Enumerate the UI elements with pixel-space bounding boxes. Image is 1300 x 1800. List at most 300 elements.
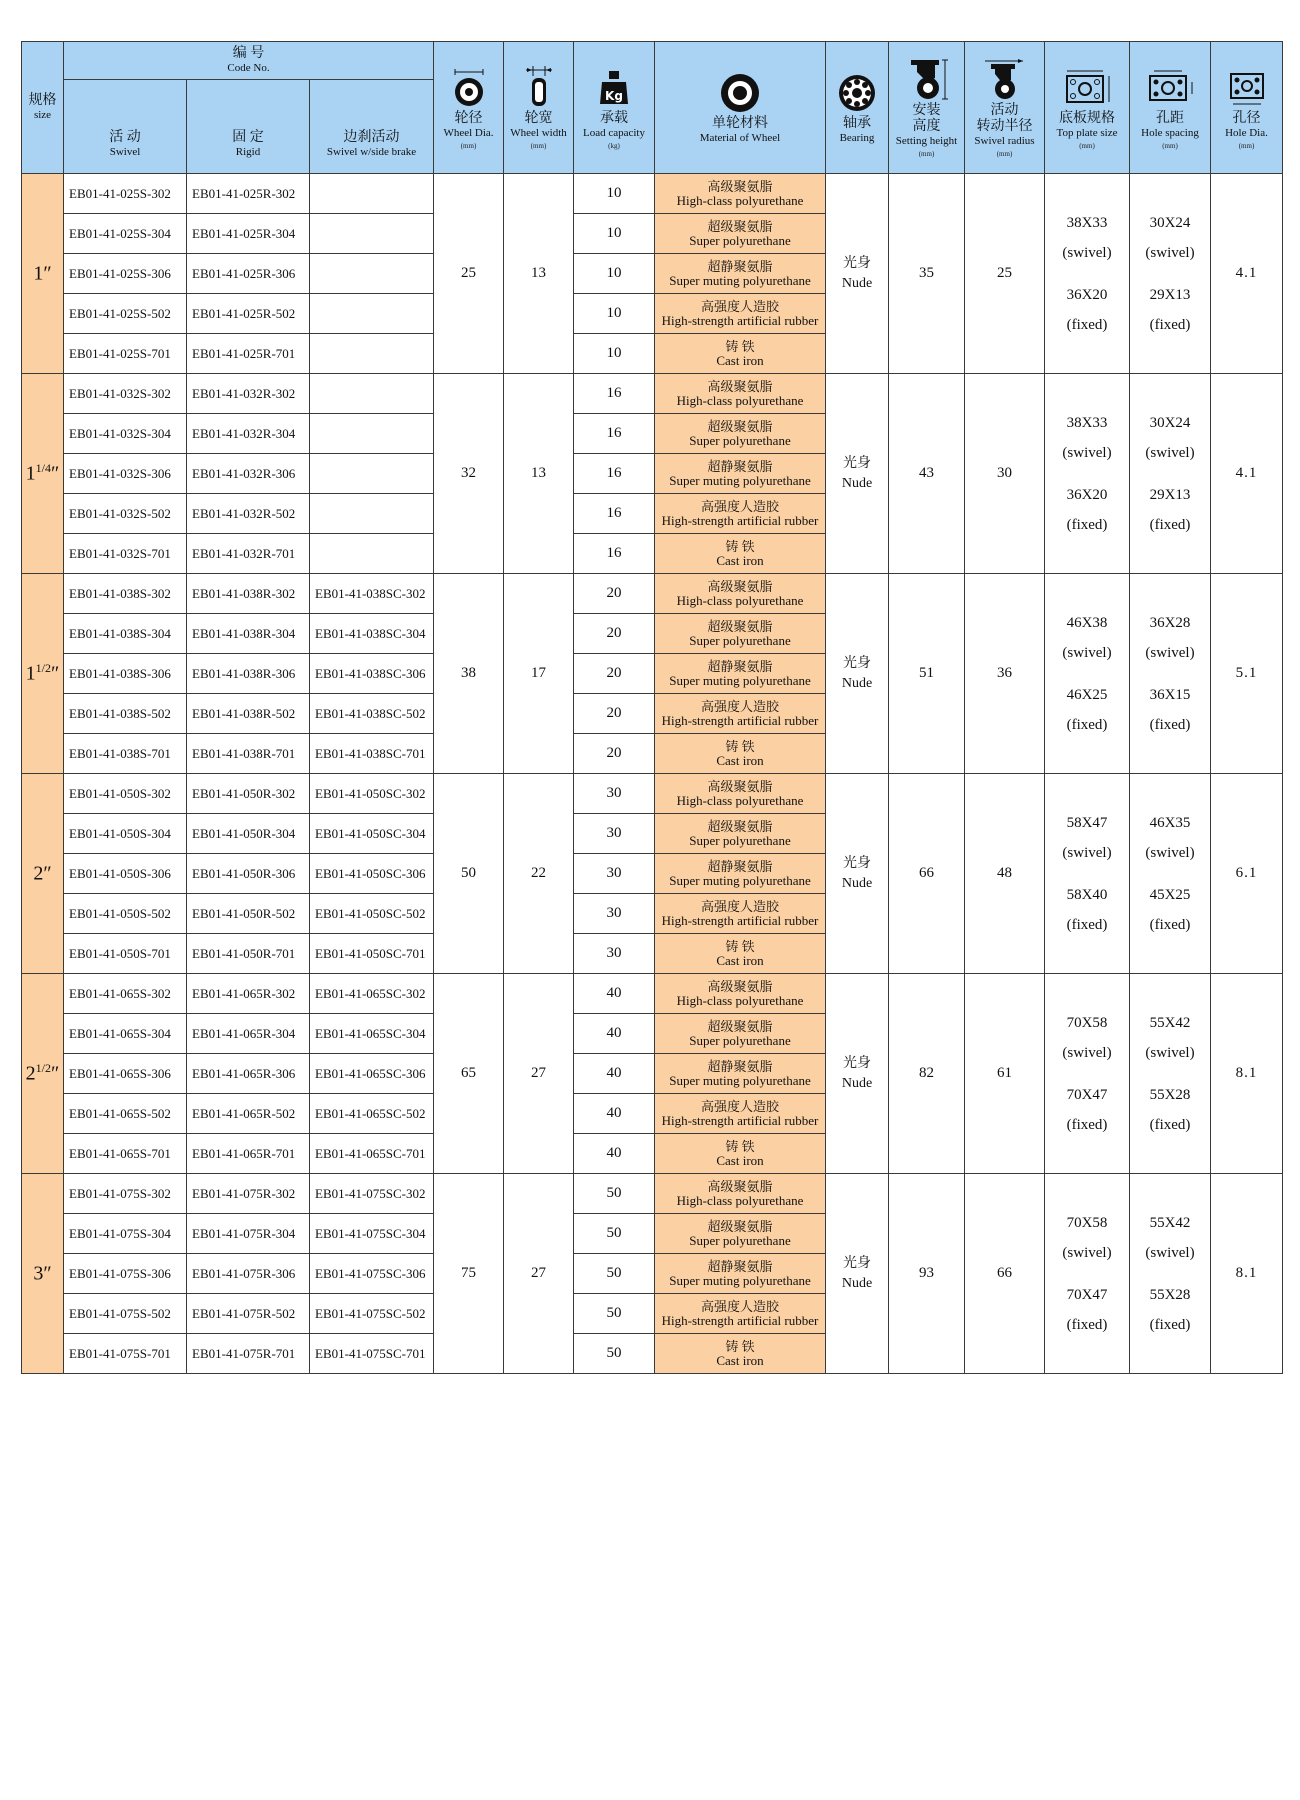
code-swivel-brake — [310, 294, 434, 334]
header-swivel: 活 动 Swivel — [64, 80, 187, 174]
material-en: High-strength artificial rubber — [661, 1312, 819, 1328]
size-whole: 1 — [25, 662, 36, 685]
hole-spacing-cell — [1130, 774, 1211, 974]
material-cell — [655, 694, 826, 734]
hole-spacing-swivel: 55X42 — [1149, 1014, 1191, 1031]
swivel-radius-value: 25 — [965, 174, 1045, 374]
material-cell — [655, 454, 826, 494]
code-swivel-brake — [310, 534, 434, 574]
code-swivel-brake: EB01-41-038SC-701 — [310, 734, 434, 774]
bearing-zh: 光身 — [843, 1255, 871, 1271]
setting-height-icon — [889, 57, 964, 103]
material-zh: 高强度人造胶 — [700, 698, 779, 714]
code-swivel-brake: EB01-41-075SC-304 — [310, 1214, 434, 1254]
header-code-no: 编 号 Code No. — [64, 42, 434, 80]
load-capacity-value: 30 — [574, 814, 655, 854]
code-swivel: EB01-41-050S-502 — [64, 894, 187, 934]
load-capacity-value: 10 — [574, 174, 655, 214]
bearing-zh: 光身 — [843, 455, 871, 471]
top-plate-icon — [1045, 65, 1129, 111]
material-zh: 超静聚氨脂 — [707, 1258, 773, 1274]
code-rigid: EB01-41-065R-502 — [187, 1094, 310, 1134]
header-swivel-brake: 边刹活动 Swivel w/side brake — [310, 80, 434, 174]
code-rigid: EB01-41-065R-306 — [187, 1054, 310, 1094]
top-plate-fixed: 58X40 — [1066, 886, 1108, 903]
swivel-radius-value: 61 — [965, 974, 1045, 1174]
code-rigid: EB01-41-065R-302 — [187, 974, 310, 1014]
header-hole-dia: 孔径 Hole Dia. (mm) — [1211, 42, 1283, 174]
hole-dia-value: 6.1 — [1211, 774, 1283, 974]
material-cell — [655, 734, 826, 774]
size-cell — [22, 574, 64, 774]
code-swivel: EB01-41-065S-304 — [64, 1014, 187, 1054]
setting-height-value: 93 — [889, 1174, 965, 1374]
material-en: Super muting polyurethane — [669, 472, 811, 488]
material-en: Super muting polyurethane — [669, 672, 811, 688]
material-zh: 高强度人造胶 — [700, 298, 779, 314]
setting-height-value: 35 — [889, 174, 965, 374]
code-swivel: EB01-41-075S-304 — [64, 1214, 187, 1254]
code-swivel-brake: EB01-41-038SC-502 — [310, 694, 434, 734]
code-swivel: EB01-41-075S-701 — [64, 1334, 187, 1374]
wheel-dia-value: 50 — [434, 774, 504, 974]
wheel-width-value: 17 — [504, 574, 574, 774]
material-en: High-class polyurethane — [676, 392, 804, 408]
material-en: High-class polyurethane — [676, 592, 804, 608]
load-capacity-value: 30 — [574, 894, 655, 934]
material-zh: 超级聚氨脂 — [707, 618, 773, 634]
size-fraction: 1/2 — [35, 661, 51, 676]
code-swivel: EB01-41-032S-304 — [64, 414, 187, 454]
load-capacity-value: 40 — [574, 1014, 655, 1054]
load-capacity-value: 50 — [574, 1294, 655, 1334]
wheel-width-value: 27 — [504, 1174, 574, 1374]
table-row — [22, 174, 1283, 214]
material-cell — [655, 974, 826, 1014]
material-cell — [655, 854, 826, 894]
top-plate-swivel: 38X33 — [1066, 214, 1108, 231]
top-plate-swivel: 70X58 — [1066, 1214, 1108, 1231]
material-cell — [655, 1134, 826, 1174]
swivel-tag: (swivel) — [1145, 244, 1195, 261]
swivel-radius-value: 48 — [965, 774, 1045, 974]
code-rigid: EB01-41-025R-701 — [187, 334, 310, 374]
code-swivel: EB01-41-065S-701 — [64, 1134, 187, 1174]
swivel-tag: (swivel) — [1062, 244, 1112, 261]
hole-spacing-fixed: 29X13 — [1149, 486, 1191, 503]
material-en: Super muting polyurethane — [669, 1272, 811, 1288]
bearing-cell — [826, 574, 889, 774]
load-capacity-value: 20 — [574, 574, 655, 614]
material-cell — [655, 1214, 826, 1254]
material-zh: 高强度人造胶 — [700, 1298, 779, 1314]
material-en: Super polyurethane — [689, 632, 791, 648]
top-plate-fixed: 70X47 — [1066, 1086, 1108, 1103]
material-en: Super muting polyurethane — [669, 872, 811, 888]
code-swivel: EB01-41-065S-306 — [64, 1054, 187, 1094]
code-rigid: EB01-41-050R-304 — [187, 814, 310, 854]
code-swivel-brake — [310, 174, 434, 214]
size-whole: 3 — [33, 1262, 44, 1285]
material-en: Cast iron — [716, 1352, 764, 1368]
load-capacity-value: 50 — [574, 1174, 655, 1214]
load-capacity-value: 20 — [574, 694, 655, 734]
bearing-cell — [826, 174, 889, 374]
material-en: High-strength artificial rubber — [661, 712, 819, 728]
material-cell — [655, 414, 826, 454]
code-rigid: EB01-41-075R-304 — [187, 1214, 310, 1254]
table-row — [22, 974, 1283, 1014]
wheel-dia-value: 75 — [434, 1174, 504, 1374]
bearing-en: Nude — [841, 1275, 873, 1291]
code-swivel-brake — [310, 414, 434, 454]
code-swivel-brake — [310, 254, 434, 294]
material-cell — [655, 334, 826, 374]
material-zh: 高级聚氨脂 — [707, 778, 773, 794]
material-zh: 超级聚氨脂 — [707, 1218, 773, 1234]
code-rigid: EB01-41-038R-306 — [187, 654, 310, 694]
code-swivel-brake: EB01-41-075SC-701 — [310, 1334, 434, 1374]
load-capacity-value: 20 — [574, 614, 655, 654]
top-plate-fixed: 46X25 — [1066, 686, 1108, 703]
load-capacity-value: 30 — [574, 774, 655, 814]
material-en: High-class polyurethane — [676, 992, 804, 1008]
material-cell — [655, 1334, 826, 1374]
material-cell — [655, 1054, 826, 1094]
swivel-tag: (swivel) — [1145, 644, 1195, 661]
swivel-radius-value: 66 — [965, 1174, 1045, 1374]
bearing-cell — [826, 1174, 889, 1374]
code-swivel-brake — [310, 374, 434, 414]
material-cell — [655, 1174, 826, 1214]
load-capacity-value: 16 — [574, 414, 655, 454]
header-size: 规格 size — [22, 42, 64, 174]
hole-spacing-swivel: 30X24 — [1149, 414, 1191, 431]
hole-spacing-swivel: 55X42 — [1149, 1214, 1191, 1231]
wheel-material-icon — [655, 70, 825, 116]
size-inch-mark: ″ — [51, 1062, 60, 1085]
wheel-width-value: 13 — [504, 374, 574, 574]
fixed-tag: (fixed) — [1066, 1116, 1108, 1133]
fixed-tag: (fixed) — [1149, 716, 1191, 733]
material-en: Super polyurethane — [689, 1032, 791, 1048]
bearing-zh: 光身 — [843, 255, 871, 271]
code-rigid: EB01-41-025R-502 — [187, 294, 310, 334]
code-rigid: EB01-41-032R-302 — [187, 374, 310, 414]
code-swivel: EB01-41-050S-306 — [64, 854, 187, 894]
hole-dia-value: 4.1 — [1211, 374, 1283, 574]
code-rigid: EB01-41-075R-302 — [187, 1174, 310, 1214]
load-capacity-value: 10 — [574, 294, 655, 334]
bearing-en: Nude — [841, 875, 873, 891]
hole-spacing-fixed: 29X13 — [1149, 286, 1191, 303]
material-zh: 铸 铁 — [725, 1338, 755, 1354]
setting-height-value: 51 — [889, 574, 965, 774]
code-rigid: EB01-41-065R-304 — [187, 1014, 310, 1054]
size-whole: 1 — [33, 262, 44, 285]
code-swivel-brake: EB01-41-050SC-701 — [310, 934, 434, 974]
size-fraction: 1/2 — [35, 1061, 51, 1076]
load-capacity-icon — [574, 65, 654, 111]
material-zh: 超静聚氨脂 — [707, 858, 773, 874]
top-plate-cell — [1045, 974, 1130, 1174]
hole-spacing-fixed: 55X28 — [1149, 1286, 1191, 1303]
material-cell — [655, 574, 826, 614]
code-swivel: EB01-41-075S-306 — [64, 1254, 187, 1294]
code-swivel: EB01-41-025S-302 — [64, 174, 187, 214]
code-rigid: EB01-41-065R-701 — [187, 1134, 310, 1174]
top-plate-fixed: 70X47 — [1066, 1286, 1108, 1303]
code-swivel: EB01-41-038S-304 — [64, 614, 187, 654]
fixed-tag: (fixed) — [1066, 1316, 1108, 1333]
load-capacity-value: 40 — [574, 974, 655, 1014]
code-swivel: EB01-41-050S-701 — [64, 934, 187, 974]
swivel-tag: (swivel) — [1145, 444, 1195, 461]
load-capacity-value: 50 — [574, 1214, 655, 1254]
header-wheel-width: 轮宽 Wheel width (mm) — [504, 42, 574, 174]
swivel-tag: (swivel) — [1145, 844, 1195, 861]
material-zh: 高强度人造胶 — [700, 898, 779, 914]
size-cell — [22, 774, 64, 974]
material-cell — [655, 654, 826, 694]
top-plate-swivel: 38X33 — [1066, 414, 1108, 431]
code-swivel-brake — [310, 454, 434, 494]
material-en: Super polyurethane — [689, 832, 791, 848]
code-rigid: EB01-41-032R-701 — [187, 534, 310, 574]
load-capacity-value: 40 — [574, 1134, 655, 1174]
material-en: High-strength artificial rubber — [661, 912, 819, 928]
hole-spacing-fixed: 55X28 — [1149, 1086, 1191, 1103]
material-zh: 超级聚氨脂 — [707, 218, 773, 234]
code-swivel-brake: EB01-41-050SC-304 — [310, 814, 434, 854]
header-top-plate: 底板规格 Top plate size (mm) — [1045, 42, 1130, 174]
material-en: Cast iron — [716, 552, 764, 568]
fixed-tag: (fixed) — [1066, 516, 1108, 533]
material-en: Cast iron — [716, 352, 764, 368]
wheel-dia-icon — [434, 65, 503, 111]
material-zh: 超级聚氨脂 — [707, 818, 773, 834]
load-capacity-value: 16 — [574, 374, 655, 414]
material-en: Super polyurethane — [689, 1232, 791, 1248]
load-capacity-value: 20 — [574, 734, 655, 774]
swivel-tag: (swivel) — [1062, 1044, 1112, 1061]
code-rigid: EB01-41-025R-302 — [187, 174, 310, 214]
size-cell — [22, 374, 64, 574]
table-row — [22, 574, 1283, 614]
code-swivel: EB01-41-050S-302 — [64, 774, 187, 814]
top-plate-cell — [1045, 174, 1130, 374]
material-en: Cast iron — [716, 752, 764, 768]
bearing-zh: 光身 — [843, 855, 871, 871]
load-capacity-value: 50 — [574, 1254, 655, 1294]
swivel-tag: (swivel) — [1062, 444, 1112, 461]
code-swivel: EB01-41-032S-701 — [64, 534, 187, 574]
material-en: High-strength artificial rubber — [661, 512, 819, 528]
code-rigid: EB01-41-038R-701 — [187, 734, 310, 774]
header-setting-height: 安装 高度 Setting height (mm) — [889, 42, 965, 174]
fixed-tag: (fixed) — [1149, 916, 1191, 933]
code-rigid: EB01-41-032R-306 — [187, 454, 310, 494]
material-cell — [655, 174, 826, 214]
material-cell — [655, 1254, 826, 1294]
material-cell — [655, 774, 826, 814]
code-swivel-brake — [310, 214, 434, 254]
material-zh: 高强度人造胶 — [700, 1098, 779, 1114]
bearing-en: Nude — [841, 475, 873, 491]
size-cell — [22, 974, 64, 1174]
code-rigid: EB01-41-038R-502 — [187, 694, 310, 734]
load-capacity-value: 30 — [574, 934, 655, 974]
size-inch-mark: ″ — [51, 662, 60, 685]
code-rigid: EB01-41-050R-306 — [187, 854, 310, 894]
fixed-tag: (fixed) — [1066, 316, 1108, 333]
fixed-tag: (fixed) — [1149, 1116, 1191, 1133]
code-swivel: EB01-41-050S-304 — [64, 814, 187, 854]
header-wheel-dia: 轮径 Wheel Dia. (mm) — [434, 42, 504, 174]
code-swivel: EB01-41-038S-701 — [64, 734, 187, 774]
bearing-en: Nude — [841, 675, 873, 691]
material-en: High-class polyurethane — [676, 792, 804, 808]
load-capacity-value: 16 — [574, 494, 655, 534]
load-capacity-value: 40 — [574, 1094, 655, 1134]
code-swivel: EB01-41-038S-306 — [64, 654, 187, 694]
material-zh: 高级聚氨脂 — [707, 1178, 773, 1194]
hole-dia-value: 8.1 — [1211, 974, 1283, 1174]
bearing-cell — [826, 974, 889, 1174]
code-swivel-brake: EB01-41-065SC-304 — [310, 1014, 434, 1054]
code-swivel: EB01-41-075S-502 — [64, 1294, 187, 1334]
material-zh: 高强度人造胶 — [700, 498, 779, 514]
hole-dia-value: 5.1 — [1211, 574, 1283, 774]
wheel-width-value: 22 — [504, 774, 574, 974]
table-row — [22, 774, 1283, 814]
load-capacity-value: 10 — [574, 214, 655, 254]
bearing-icon — [826, 70, 888, 116]
table-row — [22, 1174, 1283, 1214]
spec-body — [22, 174, 1283, 1374]
code-swivel-brake: EB01-41-075SC-306 — [310, 1254, 434, 1294]
setting-height-value: 82 — [889, 974, 965, 1174]
load-capacity-value: 16 — [574, 454, 655, 494]
size-whole: 2 — [25, 1062, 36, 1085]
wheel-width-value: 13 — [504, 174, 574, 374]
code-swivel-brake: EB01-41-075SC-302 — [310, 1174, 434, 1214]
header-swivel-radius: 活动 转动半径 Swivel radius (mm) — [965, 42, 1045, 174]
hole-spacing-swivel: 36X28 — [1149, 614, 1191, 631]
swivel-radius-value: 30 — [965, 374, 1045, 574]
code-rigid: EB01-41-075R-701 — [187, 1334, 310, 1374]
code-rigid: EB01-41-050R-502 — [187, 894, 310, 934]
top-plate-cell — [1045, 374, 1130, 574]
swivel-tag: (swivel) — [1145, 1044, 1195, 1061]
material-cell — [655, 1014, 826, 1054]
material-cell — [655, 254, 826, 294]
wheel-dia-value: 25 — [434, 174, 504, 374]
size-cell — [22, 1174, 64, 1374]
material-en: High-class polyurethane — [676, 1192, 804, 1208]
material-cell — [655, 534, 826, 574]
code-rigid: EB01-41-075R-502 — [187, 1294, 310, 1334]
code-swivel: EB01-41-038S-302 — [64, 574, 187, 614]
material-en: Cast iron — [716, 1152, 764, 1168]
material-cell — [655, 374, 826, 414]
size-inch-mark: ″ — [43, 1262, 52, 1285]
size-fraction: 1/4 — [35, 461, 51, 476]
load-capacity-value: 30 — [574, 854, 655, 894]
hole-spacing-swivel: 46X35 — [1149, 814, 1191, 831]
hole-spacing-cell — [1130, 1174, 1211, 1374]
material-zh: 铸 铁 — [725, 738, 755, 754]
load-capacity-value: 40 — [574, 1054, 655, 1094]
code-swivel: EB01-41-032S-302 — [64, 374, 187, 414]
caster-spec-table — [21, 41, 1283, 1374]
material-cell — [655, 614, 826, 654]
code-swivel-brake: EB01-41-065SC-502 — [310, 1094, 434, 1134]
material-zh: 超静聚氨脂 — [707, 1058, 773, 1074]
top-plate-cell — [1045, 1174, 1130, 1374]
material-cell — [655, 294, 826, 334]
material-cell — [655, 1094, 826, 1134]
material-cell — [655, 1294, 826, 1334]
size-inch-mark: ″ — [51, 462, 60, 485]
material-en: Super polyurethane — [689, 432, 791, 448]
material-cell — [655, 814, 826, 854]
material-en: High-class polyurethane — [676, 192, 804, 208]
material-zh: 铸 铁 — [725, 538, 755, 554]
top-plate-fixed: 36X20 — [1066, 486, 1108, 503]
bearing-en: Nude — [841, 1075, 873, 1091]
code-rigid: EB01-41-025R-304 — [187, 214, 310, 254]
code-swivel-brake: EB01-41-038SC-306 — [310, 654, 434, 694]
wheel-width-icon — [504, 65, 573, 111]
top-plate-swivel: 70X58 — [1066, 1014, 1108, 1031]
swivel-tag: (swivel) — [1145, 1244, 1195, 1261]
wheel-dia-value: 65 — [434, 974, 504, 1174]
code-swivel: EB01-41-025S-306 — [64, 254, 187, 294]
material-en: High-strength artificial rubber — [661, 312, 819, 328]
code-swivel: EB01-41-065S-502 — [64, 1094, 187, 1134]
material-zh: 超级聚氨脂 — [707, 1018, 773, 1034]
wheel-width-value: 27 — [504, 974, 574, 1174]
header-hole-spacing: 孔距 Hole spacing (mm) — [1130, 42, 1211, 174]
material-zh: 超级聚氨脂 — [707, 418, 773, 434]
hole-dia-value: 8.1 — [1211, 1174, 1283, 1374]
size-inch-mark: ″ — [43, 862, 52, 885]
bearing-en: Nude — [841, 275, 873, 291]
material-zh: 高级聚氨脂 — [707, 978, 773, 994]
code-swivel: EB01-41-025S-502 — [64, 294, 187, 334]
fixed-tag: (fixed) — [1066, 716, 1108, 733]
hole-spacing-cell — [1130, 574, 1211, 774]
code-rigid: EB01-41-032R-502 — [187, 494, 310, 534]
bearing-zh: 光身 — [843, 1055, 871, 1071]
top-plate-swivel: 46X38 — [1066, 614, 1108, 631]
material-cell — [655, 934, 826, 974]
code-swivel: EB01-41-032S-502 — [64, 494, 187, 534]
code-swivel: EB01-41-025S-701 — [64, 334, 187, 374]
size-inch-mark: ″ — [43, 262, 52, 285]
wheel-dia-value: 32 — [434, 374, 504, 574]
header-load-capacity: Kg 承载 Load capacity (kg) — [574, 42, 655, 174]
code-swivel-brake: EB01-41-075SC-502 — [310, 1294, 434, 1334]
size-whole: 2 — [33, 862, 44, 885]
top-plate-cell — [1045, 574, 1130, 774]
code-rigid: EB01-41-038R-302 — [187, 574, 310, 614]
material-cell — [655, 894, 826, 934]
top-plate-fixed: 36X20 — [1066, 286, 1108, 303]
material-en: Super polyurethane — [689, 232, 791, 248]
load-capacity-value: 50 — [574, 1334, 655, 1374]
